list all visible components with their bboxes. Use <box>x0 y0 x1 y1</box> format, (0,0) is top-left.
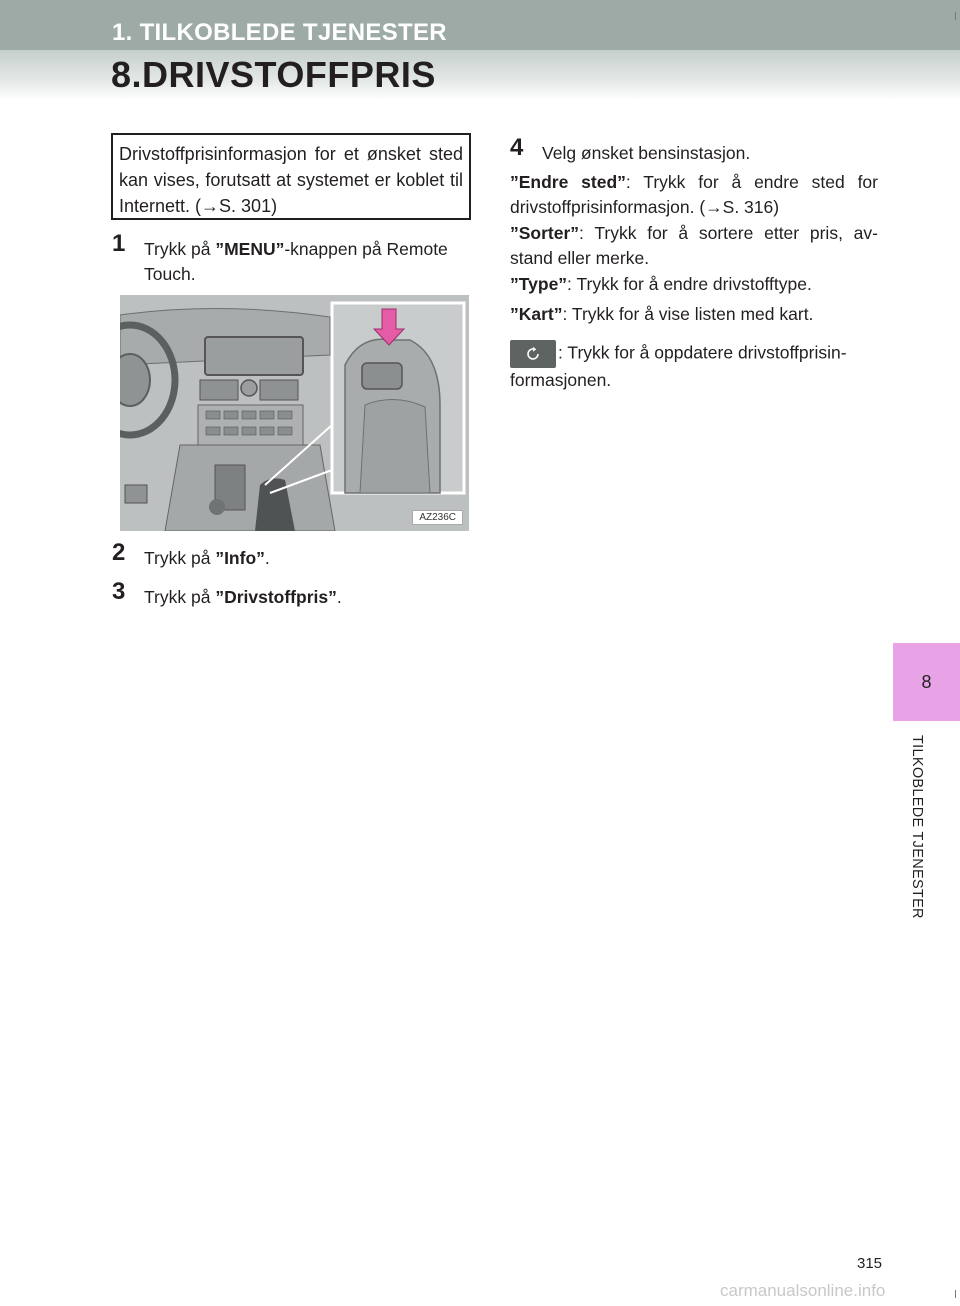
step-text-end: . <box>336 587 342 607</box>
step-text: Velg ønsket bensinstasjon. <box>542 143 751 163</box>
intro-text: Drivstoffprisinformasjon for et ønsket sted kan vises, forutsatt at systemet er koblet til Internett. (→S. 301) <box>119 144 463 216</box>
step-number: 4 <box>510 134 524 161</box>
intro-box <box>111 133 471 220</box>
step-text: Trykk på <box>144 239 216 259</box>
refresh-icon <box>510 340 556 368</box>
step-keyword: ”Drivstoffpris” <box>215 587 337 607</box>
dashboard-illustration <box>120 295 469 531</box>
chapter-tab <box>893 643 960 721</box>
step-keyword: ”Info” <box>215 548 265 568</box>
option-type <box>510 272 878 297</box>
page-number: 315 <box>857 1255 883 1272</box>
option-sorter <box>510 221 878 271</box>
chapter-number: 8 <box>921 671 932 692</box>
option-endre-sted <box>510 170 878 220</box>
option-keyword: ”Sorter” <box>510 223 580 243</box>
option-text: : Trykk for å vise listen med kart. <box>562 304 814 324</box>
refresh-text: : Trykk for å oppdatere drivstoffprisin-formasjonen. <box>510 342 847 390</box>
step-number: 2 <box>112 539 126 566</box>
option-text: : Trykk for å endre drivstofftype. <box>567 274 812 294</box>
option-keyword: ”Type” <box>510 274 568 294</box>
step-keyword: ”MENU” <box>215 239 285 259</box>
step-text-end: -knappen på Remote Touch. <box>144 239 448 284</box>
option-keyword: ”Endre sted” <box>510 172 626 192</box>
page-title: 8.DRIVSTOFFPRIS <box>111 54 436 95</box>
option-refresh <box>510 340 882 393</box>
step-2 <box>112 539 477 571</box>
figure-label: AZ236C <box>412 510 463 525</box>
step-text-end: . <box>264 548 270 568</box>
chapter-label: TILKOBLEDE TJENESTER <box>909 735 925 919</box>
watermark: carmanualsonline.info <box>720 1281 886 1300</box>
step-number: 1 <box>112 230 126 257</box>
step-4 <box>510 134 878 166</box>
step-text: Trykk på <box>144 587 216 607</box>
option-kart <box>510 302 878 327</box>
step-number: 3 <box>112 578 126 605</box>
step-1 <box>112 230 477 287</box>
step-3 <box>112 578 477 610</box>
option-text: : Trykk for å sortere etter pris, av-stand eller merke. <box>510 223 878 268</box>
option-keyword: ”Kart” <box>510 304 563 324</box>
section-title: 1. TILKOBLEDE TJENESTER <box>112 19 447 46</box>
option-text: : Trykk for å endre sted for drivstoffprisinformasjon. (→S. 316) <box>510 172 878 217</box>
step-text: Trykk på <box>144 548 216 568</box>
